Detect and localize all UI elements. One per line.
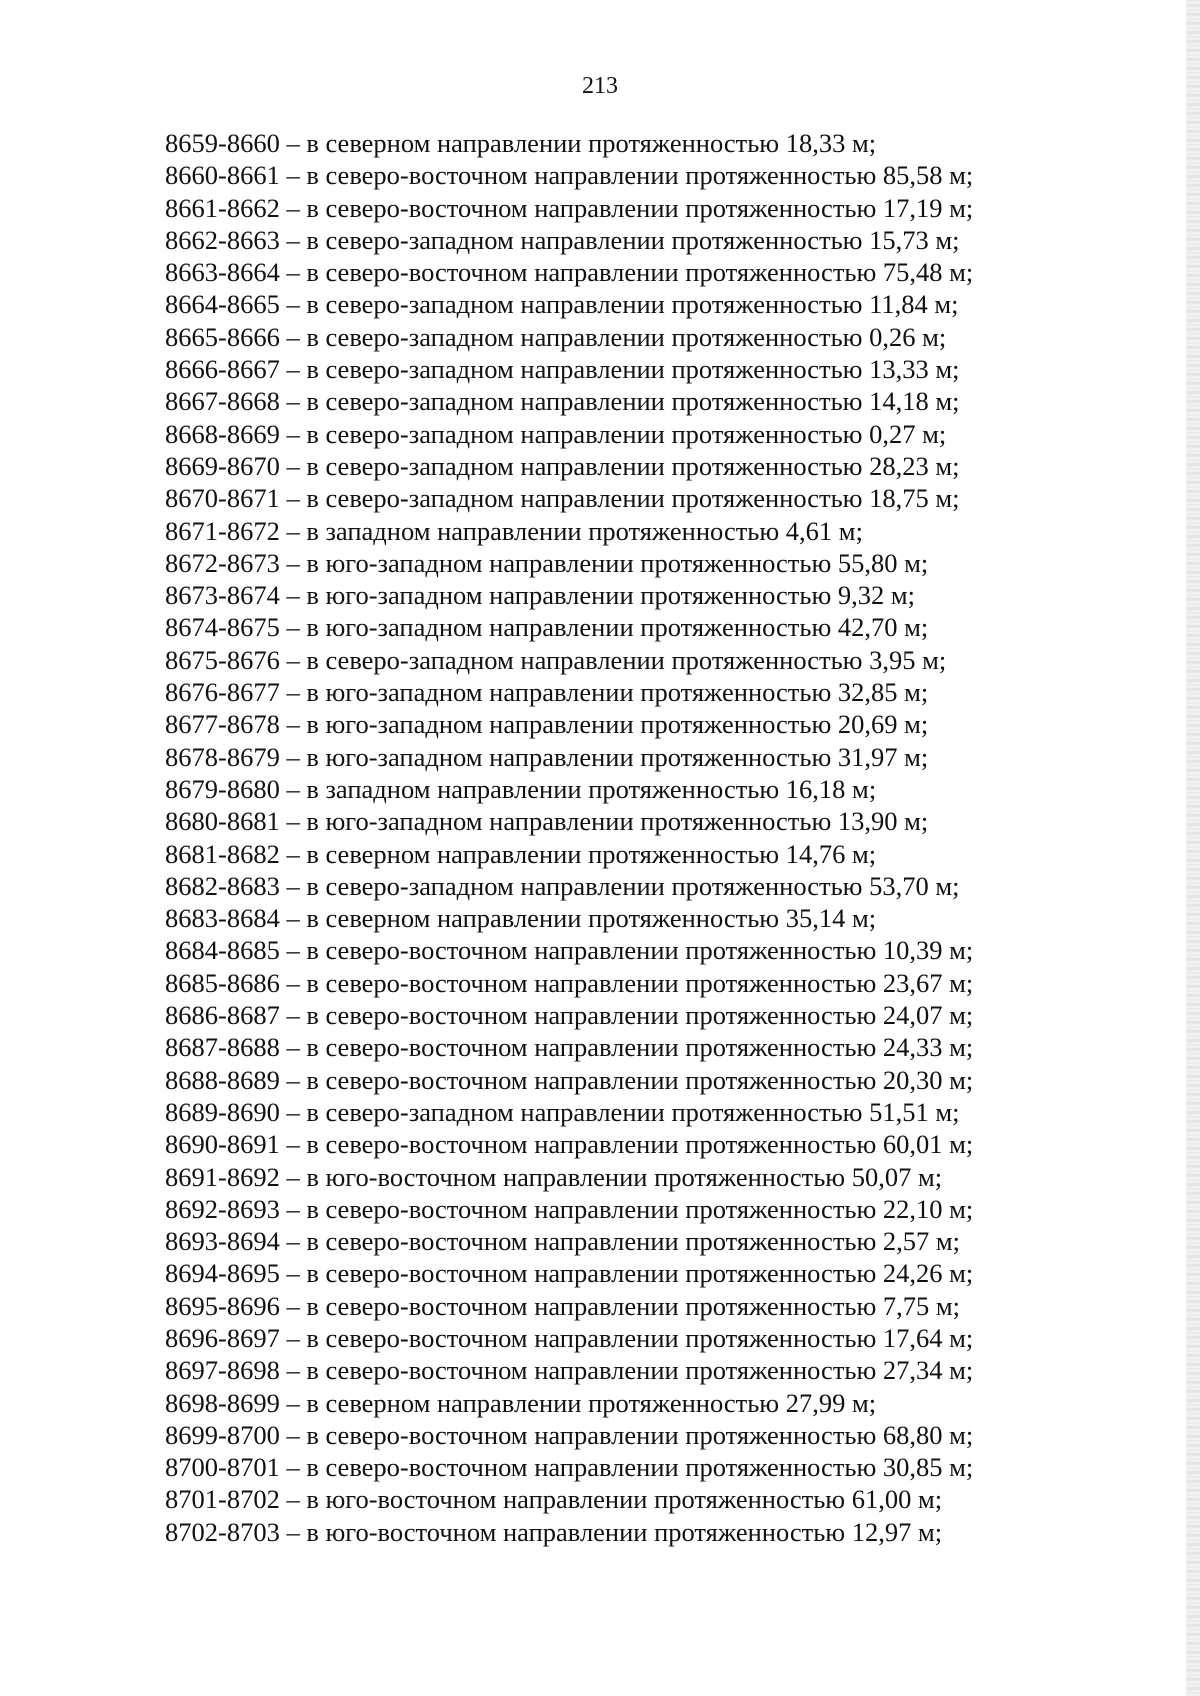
segment-description: – в западном направлении протяженностью 4,61 м; [279,515,863,546]
segment-description: – в северо-западном направлении протяженностью 15,73 м; [279,224,960,255]
segment-description: – в юго-западном направлении протяженностью 55,80 м; [279,547,929,578]
segment-line [165,676,1065,708]
segment-line [165,1516,1065,1548]
segment-id: 8698-8699 [165,1387,280,1418]
segment-id: 8686-8687 [165,1000,280,1031]
segment-id: 8662-8663 [165,224,280,255]
segment-line [165,353,1065,385]
segment-line [165,1257,1065,1289]
segment-id: 8676-8677 [165,677,280,708]
page-number: 213 [582,73,618,99]
segment-id: 8684-8685 [165,935,280,966]
segment-description: – в северо-западном направлении протяженностью 13,33 м; [279,354,960,385]
segment-line [165,1161,1065,1193]
segment-line [165,1387,1065,1419]
segment-line [165,1193,1065,1225]
segment-description: – в северо-восточном направлении протяженностью 75,48 м; [279,257,974,288]
segment-description: – в юго-западном направлении протяженностью 20,69 м; [279,709,929,740]
segment-description: – в северо-западном направлении протяженностью 28,23 м; [279,450,960,481]
segment-id: 8674-8675 [165,612,280,643]
segment-description: – в северо-восточном направлении протяженностью 60,01 м; [279,1129,974,1160]
segment-id: 8678-8679 [165,741,280,772]
segment-line [165,838,1065,870]
segment-line [165,644,1065,676]
segment-line [165,1128,1065,1160]
segment-line [165,870,1065,902]
segment-line [165,547,1065,579]
segment-line [165,999,1065,1031]
segment-id: 8660-8661 [165,160,280,191]
segment-line [165,1419,1065,1451]
segment-description: – в северном направлении протяженностью 18,33 м; [279,128,877,158]
segment-description: – в северо-западном направлении протяженностью 14,18 м; [279,386,960,417]
segment-line [165,288,1065,320]
segment-line [165,967,1065,999]
segment-description: – в северо-восточном направлении протяженностью 30,85 м; [279,1452,974,1483]
segment-id: 8690-8691 [165,1129,280,1160]
segment-id: 8688-8689 [165,1064,280,1095]
segment-line [165,385,1065,417]
segment-line [165,611,1065,643]
segment-id: 8673-8674 [165,580,280,611]
segment-description: – в юго-западном направлении протяженностью 32,85 м; [279,677,929,708]
segment-description: – в северо-восточном направлении протяженностью 7,75 м; [279,1290,961,1321]
segment-line [165,934,1065,966]
segment-id: 8672-8673 [165,547,280,578]
segment-line [165,256,1065,288]
segment-line [165,1451,1065,1483]
segment-id: 8700-8701 [165,1452,280,1483]
segment-description: – в северном направлении протяженностью 27,99 м; [279,1387,877,1418]
segment-description: – в северо-западном направлении протяженностью 11,84 м; [279,289,959,320]
segment-id: 8669-8670 [165,450,280,481]
segment-id: 8677-8678 [165,709,280,740]
segment-line [165,1290,1065,1322]
segment-id: 8685-8686 [165,967,280,998]
segment-description: – в северном направлении протяженностью 14,76 м; [279,838,877,869]
segment-id: 8702-8703 [165,1516,280,1547]
segment-id: 8679-8680 [165,773,280,804]
segment-id: 8671-8672 [165,515,280,546]
segment-description: – в северо-восточном направлении протяженностью 68,80 м; [279,1419,974,1450]
segment-id: 8664-8665 [165,289,280,320]
segment-id: 8699-8700 [165,1419,280,1450]
segment-line [165,708,1065,740]
segment-id: 8670-8671 [165,483,280,514]
segment-line [165,1225,1065,1257]
segment-description: – в северо-западном направлении протяженностью 3,95 м; [279,644,947,675]
segment-id: 8689-8690 [165,1096,280,1127]
segment-id: 8683-8684 [165,903,280,934]
segment-id: 8663-8664 [165,257,280,288]
segment-line [165,1096,1065,1128]
segment-description: – в северо-восточном направлении протяженностью 22,10 м; [279,1193,974,1224]
segment-line [165,1483,1065,1515]
segment-line [165,1031,1065,1063]
segment-id: 8692-8693 [165,1193,280,1224]
segment-id: 8687-8688 [165,1032,280,1063]
segment-description: – в северо-восточном направлении протяженностью 10,39 м; [279,935,974,966]
segment-id: 8681-8682 [165,838,280,869]
segment-line [165,515,1065,547]
segment-id: 8696-8697 [165,1322,280,1353]
segment-description: – в юго-западном направлении протяженностью 31,97 м; [279,741,929,772]
segment-id: 8694-8695 [165,1258,280,1289]
segment-description: – в северо-восточном направлении протяженностью 20,30 м; [279,1064,974,1095]
segment-id: 8691-8692 [165,1161,280,1192]
segment-id: 8701-8702 [165,1484,280,1515]
segment-description: – в северном направлении протяженностью 35,14 м; [279,903,877,934]
segment-id: 8667-8668 [165,386,280,417]
segment-description: – в северо-восточном направлении протяженностью 2,57 м; [279,1226,961,1257]
segment-line [165,224,1065,256]
segment-id: 8666-8667 [165,354,280,385]
segment-description: – в юго-восточном направлении протяженностью 50,07 м; [279,1161,943,1192]
segment-description: – в северо-восточном направлении протяженностью 23,67 м; [279,967,974,998]
segment-description: – в юго-западном направлении протяженностью 9,32 м; [279,580,916,611]
segment-line [165,159,1065,191]
segment-description: – в юго-западном направлении протяженностью 13,90 м; [279,806,929,837]
segment-line [165,321,1065,353]
segment-line [165,902,1065,934]
segment-id: 8675-8676 [165,644,280,675]
segment-id: 8665-8666 [165,321,280,352]
segment-description: – в северо-восточном направлении протяженностью 17,19 м; [279,192,974,223]
segment-line [165,418,1065,450]
segment-line [165,450,1065,482]
segment-description: – в юго-восточном направлении протяженностью 61,00 м; [279,1484,943,1515]
segment-description: – в северо-восточном направлении протяженностью 85,58 м; [279,160,974,191]
segment-line [165,127,1065,159]
scan-edge-artifact [1186,0,1200,1696]
segment-id: 8659-8660 [165,128,280,158]
segment-line [165,1354,1065,1386]
segment-description: – в северо-восточном направлении протяженностью 17,64 м; [279,1322,974,1353]
segment-id: 8693-8694 [165,1226,280,1257]
segment-description: – в юго-восточном направлении протяженностью 12,97 м; [279,1516,943,1547]
segment-line [165,805,1065,837]
segment-id: 8661-8662 [165,192,280,223]
segment-id: 8682-8683 [165,870,280,901]
segment-description: – в северо-западном направлении протяженностью 0,27 м; [279,418,947,449]
segment-line [165,482,1065,514]
boundary-segment-list [165,127,1065,1548]
segment-description: – в северо-западном направлении протяженностью 18,75 м; [279,483,960,514]
segment-line [165,741,1065,773]
segment-description: – в северо-восточном направлении протяженностью 24,26 м; [279,1258,974,1289]
segment-description: – в северо-западном направлении протяженностью 51,51 м; [279,1096,960,1127]
segment-id: 8697-8698 [165,1355,280,1386]
segment-description: – в западном направлении протяженностью 16,18 м; [279,773,877,804]
segment-line [165,1064,1065,1096]
segment-description: – в юго-западном направлении протяженностью 42,70 м; [279,612,929,643]
segment-line [165,192,1065,224]
segment-description: – в северо-западном направлении протяженностью 0,26 м; [279,321,947,352]
segment-description: – в северо-западном направлении протяженностью 53,70 м; [279,870,960,901]
segment-id: 8695-8696 [165,1290,280,1321]
segment-description: – в северо-восточном направлении протяженностью 24,07 м; [279,1000,974,1031]
segment-description: – в северо-восточном направлении протяженностью 27,34 м; [279,1355,974,1386]
segment-line [165,579,1065,611]
segment-line [165,773,1065,805]
segment-description: – в северо-восточном направлении протяженностью 24,33 м; [279,1032,974,1063]
segment-id: 8680-8681 [165,806,280,837]
segment-id: 8668-8669 [165,418,280,449]
segment-line [165,1322,1065,1354]
